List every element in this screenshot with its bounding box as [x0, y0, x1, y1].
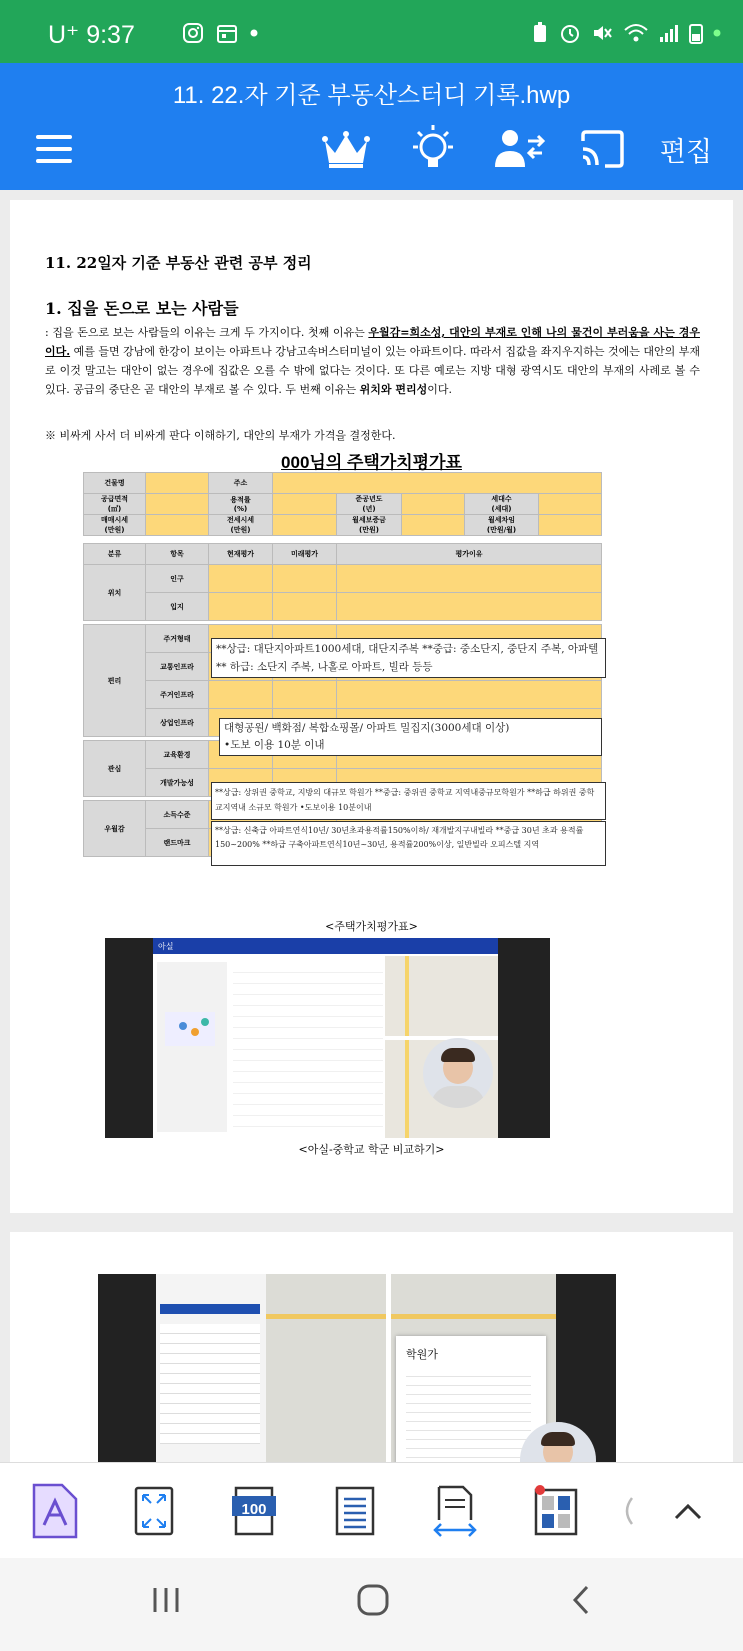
idea-button[interactable]	[404, 121, 462, 177]
reflow-icon	[431, 1484, 479, 1538]
item-population: 인구	[146, 565, 209, 593]
crown-icon	[321, 129, 371, 169]
asil-screenshot	[105, 938, 550, 1138]
battery-saver-icon	[531, 22, 549, 44]
carrier-label: U⁺	[48, 21, 80, 49]
document-heading: 11. 22일자 기준 부동산 관련 공부 정리	[45, 254, 312, 272]
table-caption: <주택가치평가표>	[325, 920, 418, 933]
cast-button[interactable]	[577, 121, 627, 177]
col-current: 현재평가	[209, 544, 273, 565]
mute-icon	[591, 22, 613, 44]
item-development: 개발가능성	[146, 769, 209, 797]
asil-logo: 아실	[158, 942, 174, 951]
col-item: 항목	[146, 544, 209, 565]
cat-location: 위치	[84, 565, 146, 621]
academy-screenshot	[98, 1274, 616, 1462]
cat-superiority: 우월감	[84, 801, 146, 857]
back-icon	[570, 1584, 592, 1616]
calendar-icon	[216, 22, 238, 44]
notification-dot-icon	[250, 29, 258, 37]
item-residential: 주거인프라	[146, 681, 209, 709]
cat-interest: 관심	[84, 741, 146, 797]
item-transport: 교통인프라	[146, 653, 209, 681]
cat-convenience: 편리	[84, 625, 146, 737]
residential-note: 대형공원/ 백화점/ 복합쇼핑몰/ 아파트 밀집지(3000세대 이상) •도보 이용 10분 이내	[219, 718, 602, 756]
item-commercial: 상업인프라	[146, 709, 209, 737]
education-note: **상급: 상위권 중학교, 지방의 대규모 학원가 **중급: 중위권 중학교 지역내중규모학원가 **하급 하위권 중학교지역내 소규모 학원가 •도보이용 10분이내	[211, 782, 606, 820]
recents-icon	[150, 1584, 182, 1616]
table-title: 000님의 주택가치평가표	[281, 453, 462, 472]
edit-button[interactable]: 편집	[659, 136, 713, 167]
battery-icon	[689, 22, 703, 44]
signal-icon	[659, 22, 679, 44]
zoom-button[interactable]	[226, 1481, 282, 1541]
home-icon	[356, 1584, 390, 1616]
building-name-label: 건물명	[84, 473, 146, 494]
item-housing-type: 주거형태	[146, 625, 209, 653]
presenter-avatar	[423, 1038, 493, 1108]
back-button[interactable]	[570, 1584, 592, 1620]
asil-school-list	[233, 962, 383, 1132]
zoom-level: 100	[241, 1501, 267, 1518]
cast-icon	[579, 129, 625, 169]
page-layout-button[interactable]	[327, 1481, 383, 1541]
home-button[interactable]	[356, 1584, 390, 1620]
hamburger-icon	[34, 132, 74, 166]
reflow-button[interactable]	[427, 1481, 483, 1541]
note-line: ※ 비싸게 사서 더 비싸게 판다 이해하기, 대안의 부재가 가격을 결정한다.	[45, 429, 396, 442]
col-category: 분류	[84, 544, 146, 565]
chevron-up-icon	[673, 1501, 703, 1521]
document-page-1	[10, 200, 733, 1213]
item-site: 입지	[146, 593, 209, 621]
system-nav-bar	[0, 1558, 743, 1651]
menu-button[interactable]	[28, 121, 80, 177]
lightbulb-icon	[405, 121, 461, 177]
recent-apps-button[interactable]	[150, 1584, 182, 1620]
academy-popup-title: 학원가	[406, 1348, 438, 1361]
wifi-icon	[623, 22, 649, 44]
monthly-rent-label: 월세차임 (만원/월)	[465, 515, 539, 536]
expand-icon	[133, 1485, 175, 1537]
instagram-icon	[182, 22, 204, 44]
development-note: **상급: 신축급 아파트연식10년/ 30년초과용적률150%이하/ 재개발지구내빌라 **중급 30년 초과 용적률 150~200% **하급 구축아파트연식10년~30년, 용적률200%이상, 일반빌라 오피스텔 지역	[211, 821, 606, 866]
document-page-2	[10, 1232, 733, 1462]
households-label: 세대수 (세대)	[465, 494, 539, 515]
item-landmark: 랜드마크	[146, 829, 209, 857]
view-mode-button[interactable]	[528, 1481, 584, 1541]
collapse-toolbar-button[interactable]	[660, 1481, 716, 1541]
screenshot-caption: <아실-중학교 학군 비교하기>	[298, 1143, 445, 1156]
user-share-icon	[492, 127, 546, 171]
col-reason: 평가이유	[337, 544, 602, 565]
document-title: 11. 22.자 기준 부동산스터디 기록.hwp	[172, 82, 571, 109]
fit-screen-button[interactable]	[126, 1481, 182, 1541]
address-value	[273, 473, 602, 494]
more-tools-icon	[620, 1496, 634, 1526]
ai-assistant-button[interactable]	[27, 1481, 83, 1541]
asil-side-panel	[157, 962, 227, 1132]
completion-year-label: 준공년도 (년)	[337, 494, 402, 515]
text-page-icon	[334, 1485, 376, 1537]
address-label: 주소	[209, 473, 273, 494]
academy-side-panel	[156, 1274, 266, 1462]
more-tools-partial[interactable]	[620, 1481, 650, 1541]
supply-area-label: 공급면적 (㎡)	[84, 494, 146, 515]
section-title: 1. 집을 돈으로 보는 사람들	[45, 299, 239, 318]
far-label: 용적률 (%)	[209, 494, 273, 515]
sale-price-label: 매매시세 (만원)	[84, 515, 146, 536]
clock: 9:37	[86, 21, 135, 49]
item-income: 소득수준	[146, 801, 209, 829]
monthly-deposit-label: 월세보증금 (만원)	[337, 515, 402, 536]
grid-view-icon	[532, 1484, 580, 1538]
premium-button[interactable]	[318, 121, 374, 177]
status-bar	[0, 0, 743, 63]
item-education: 교육환경	[146, 741, 209, 769]
jeonse-price-label: 전세시세 (만원)	[209, 515, 273, 536]
privacy-dot-icon	[713, 29, 721, 37]
ai-document-icon	[30, 1483, 80, 1539]
col-future: 미래평가	[273, 544, 337, 565]
body-paragraph: : 집을 돈으로 보는 사람들의 이유는 크게 두 가지이다. 첫째 이유는 우월감=희소성, 대안의 부재로 인해 나의 물건이 부러움을 사는 경우이다. 예를 들면 강남에 한강이 보이는 아파트나 강남고속버스터미널이 있는 아파트이다. 따라서 집값을 좌지우지하는 것에는 대안의 부재로 이것 말고는 대안이 없는 경우에 집값은 오를 수 밖에 없다는 것이다. 또 다른 예로는 지방 대형 광역시도 대안의 부재의 사례로 볼 수 있다. 공급의 중단은 곧 대안의 부재로 볼 수 있다. 두 번째 이유는 위치와 편리성이다.	[45, 326, 700, 396]
alarm-icon	[559, 22, 581, 44]
document-viewer[interactable]	[0, 190, 743, 1462]
app-bar	[0, 63, 743, 190]
building-name-value	[146, 473, 209, 494]
housing-type-note: **상급: 대단지아파트1000세대, 대단지주복 **중급: 중소단지, 중단지 주복, 아파텔 ** 하급: 소단지 주복, 나홀로 아파트, 빌라 등등	[211, 638, 606, 678]
bottom-toolbar	[0, 1462, 743, 1558]
share-button[interactable]	[490, 121, 548, 177]
